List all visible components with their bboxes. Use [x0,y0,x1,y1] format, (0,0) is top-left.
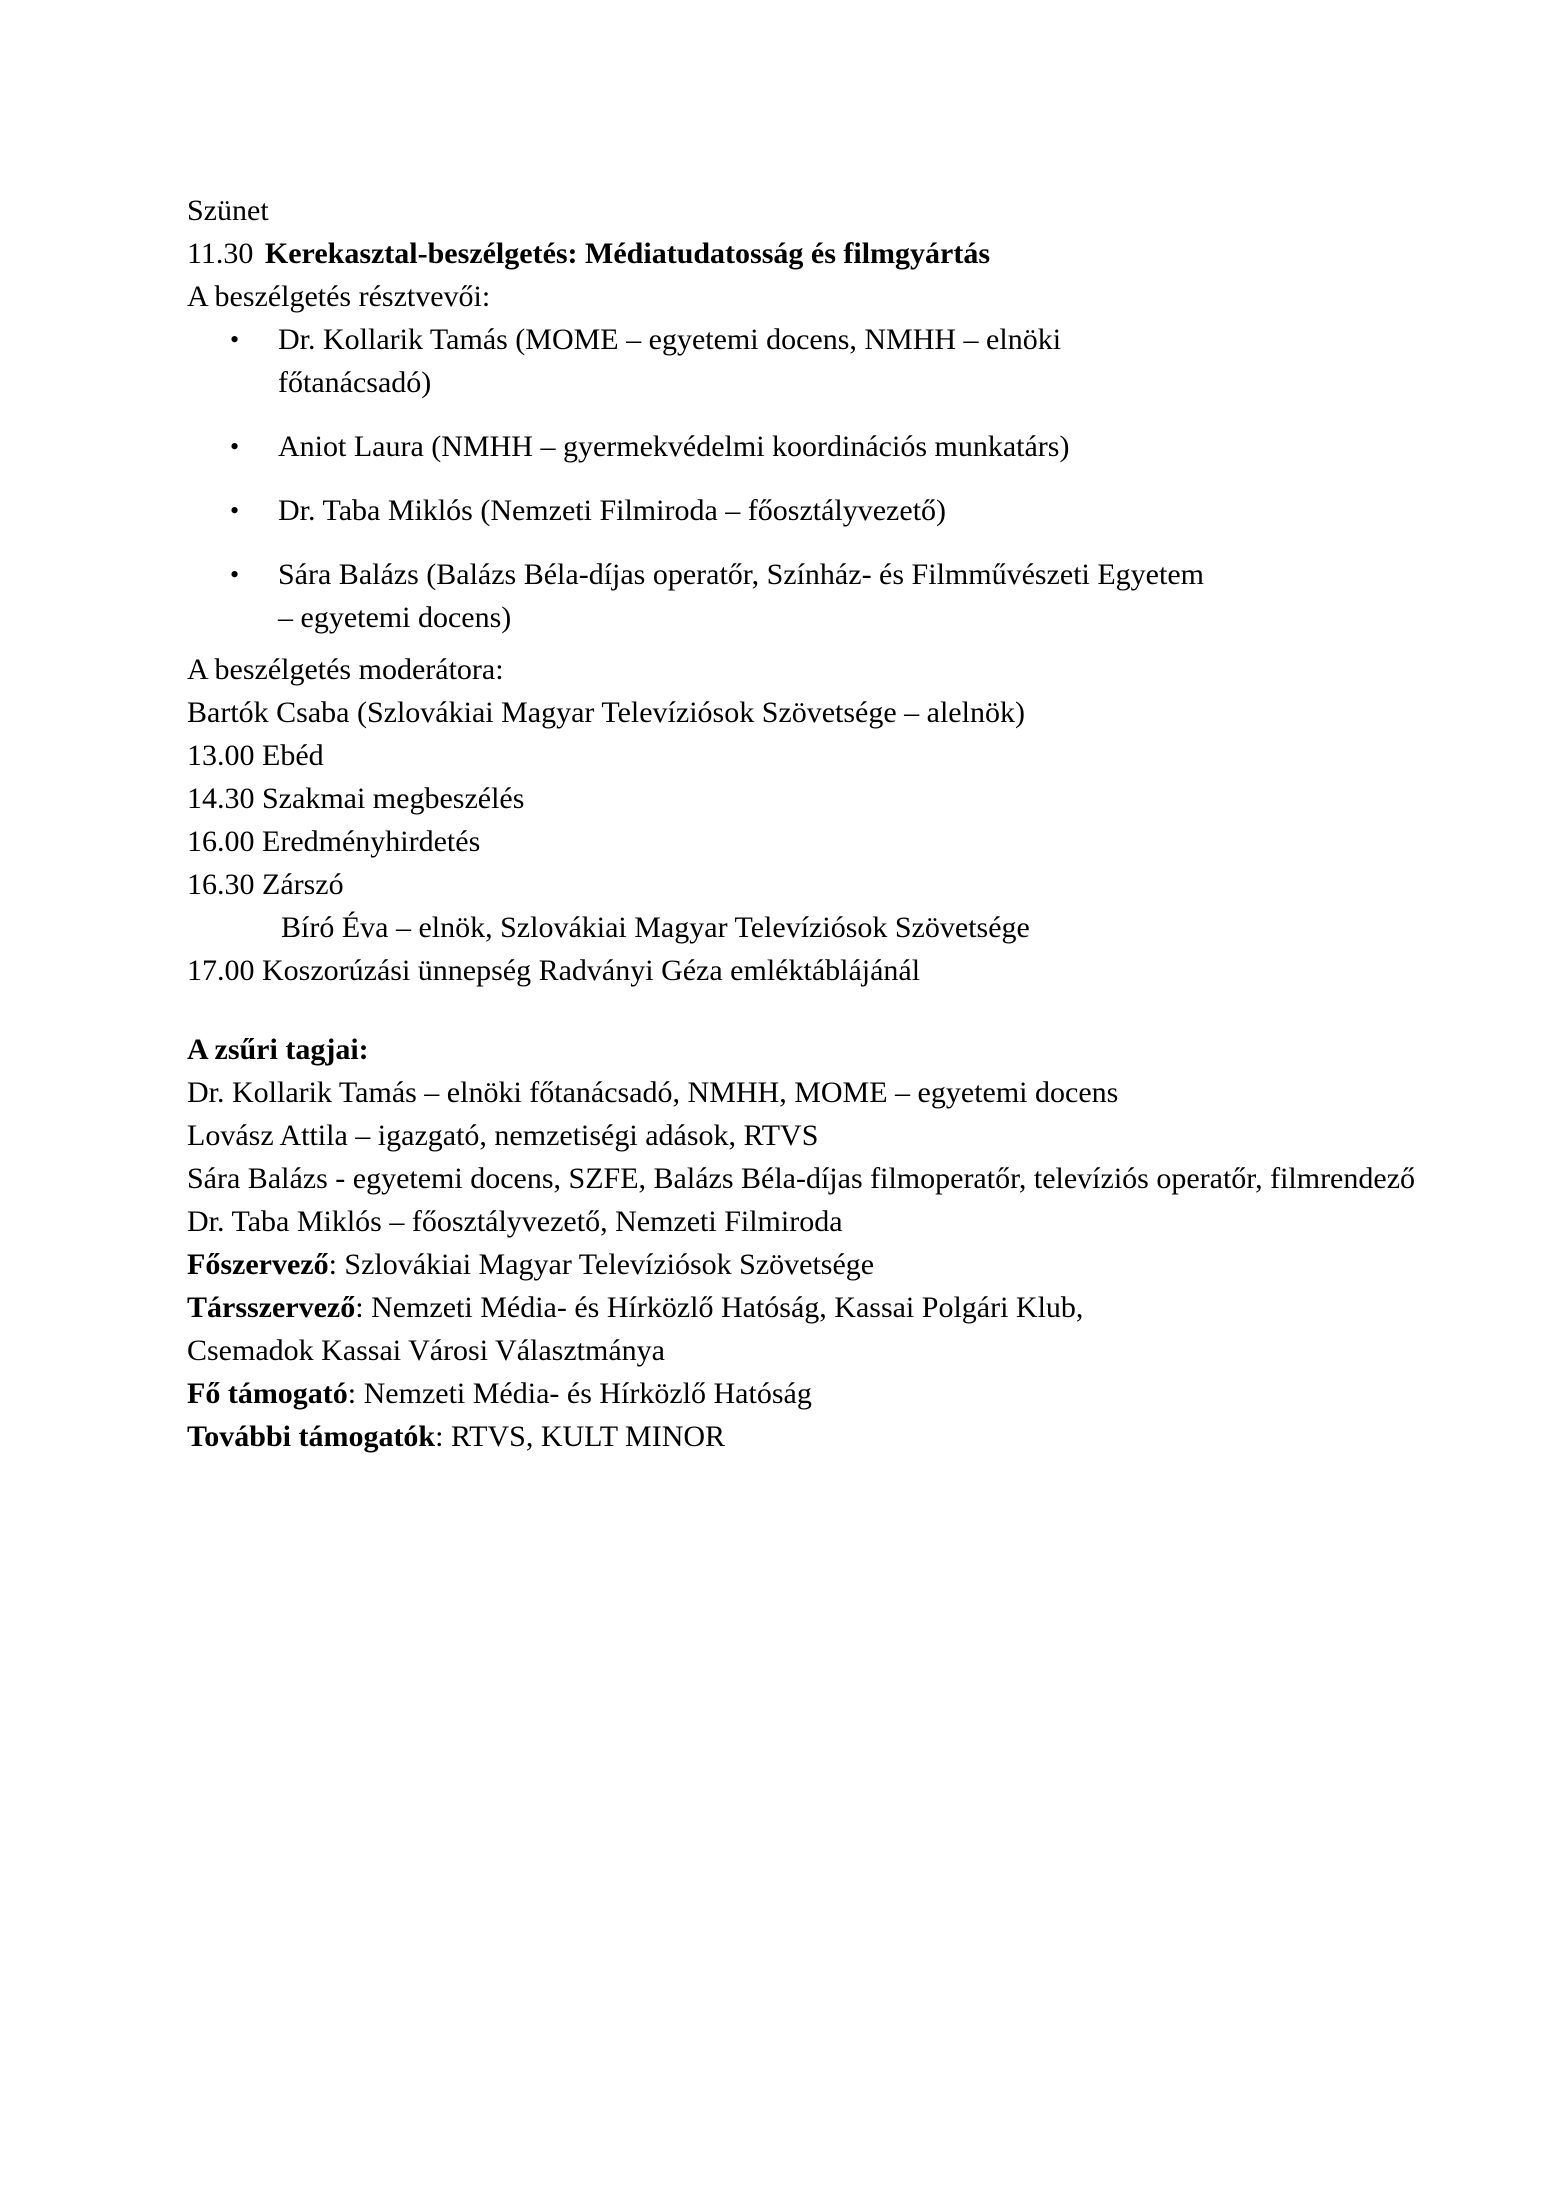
break-label: Szünet [187,194,269,227]
list-item: • Aniot Laura (NMHH – gyermekvédelmi koordinációs munkatárs) [278,425,1218,468]
more-sponsors-label: További támogatók [187,1420,436,1453]
schedule-line-speaker: Bíró Éva – elnök, Szlovákiai Magyar Televíziósok Szövetsége [281,911,1030,944]
moderator-label: A beszélgetés moderátora: [187,653,504,686]
roundtable-title: Kerekasztal-beszélgetés: Médiatudatosság és filmgyártás [264,237,991,270]
jury-heading: A zsűri tagjai: [187,1033,369,1066]
schedule-line: 16.30 Zárszó [187,868,344,901]
list-item: • Dr. Taba Miklós (Nemzeti Filmiroda – főosztályvezető) [278,489,1218,532]
sponsor-line [187,1372,1443,1415]
organizer-cohost-continuation: Csemadok Kassai Városi Választmánya [187,1334,665,1367]
jury-member: Dr. Kollarik Tamás – elnöki főtanácsadó, NMHH, MOME – egyetemi docens [187,1076,1119,1109]
schedule-line: 16.00 Eredményhirdetés [187,825,481,858]
organizer-main-line [187,1243,1443,1286]
roundtable-title-line [187,232,1443,275]
roundtable-time: 11.30 [187,237,254,270]
organizer-cohost-line [187,1286,1443,1329]
schedule-line: 14.30 Szakmai megbeszélés [187,782,525,815]
organizer-main-value: : Szlovákiai Magyar Televíziósok Szövetsége [328,1248,875,1281]
organizer-main-label: Főszervező [187,1248,329,1281]
participants-list [187,318,1443,639]
participants-label: A beszélgetés résztvevői: [187,280,491,313]
organizer-cohost-value: : Nemzeti Média- és Hírközlő Hatóság, Kassai Polgári Klub, [355,1291,1084,1324]
jury-member: Sára Balázs - egyetemi docens, SZFE, Balázs Béla-díjas filmoperatőr, televíziós operatőr, filmrendező [187,1162,1416,1195]
schedule-line: 17.00 Koszorúzási ünnepség Radványi Géza emléktáblájánál [187,954,921,987]
schedule-line: 13.00 Ebéd [187,739,324,772]
list-item: • Sára Balázs (Balázs Béla-díjas operatőr, Színház- és Filmművészeti Egyetem – egyetemi docens) [278,553,1218,639]
jury-member: Dr. Taba Miklós – főosztályvezető, Nemzeti Filmiroda [187,1205,843,1238]
organizer-cohost-label: Társszervező [187,1291,356,1324]
more-sponsors-line [187,1415,1443,1458]
more-sponsors-value: : RTVS, KULT MINOR [435,1420,726,1453]
list-item: • Dr. Kollarik Tamás (MOME – egyetemi docens, NMHH – elnöki főtanácsadó) [278,318,1218,404]
sponsor-value: : Nemzeti Média- és Hírközlő Hatóság [347,1377,812,1410]
sponsor-label: Fő támogató [187,1377,348,1410]
jury-member: Lovász Attila – igazgató, nemzetiségi adások, RTVS [187,1119,819,1152]
schedule-block [187,734,1443,992]
moderator-name: Bartók Csaba (Szlovákiai Magyar Televíziósok Szövetsége – alelnök) [187,696,1025,729]
